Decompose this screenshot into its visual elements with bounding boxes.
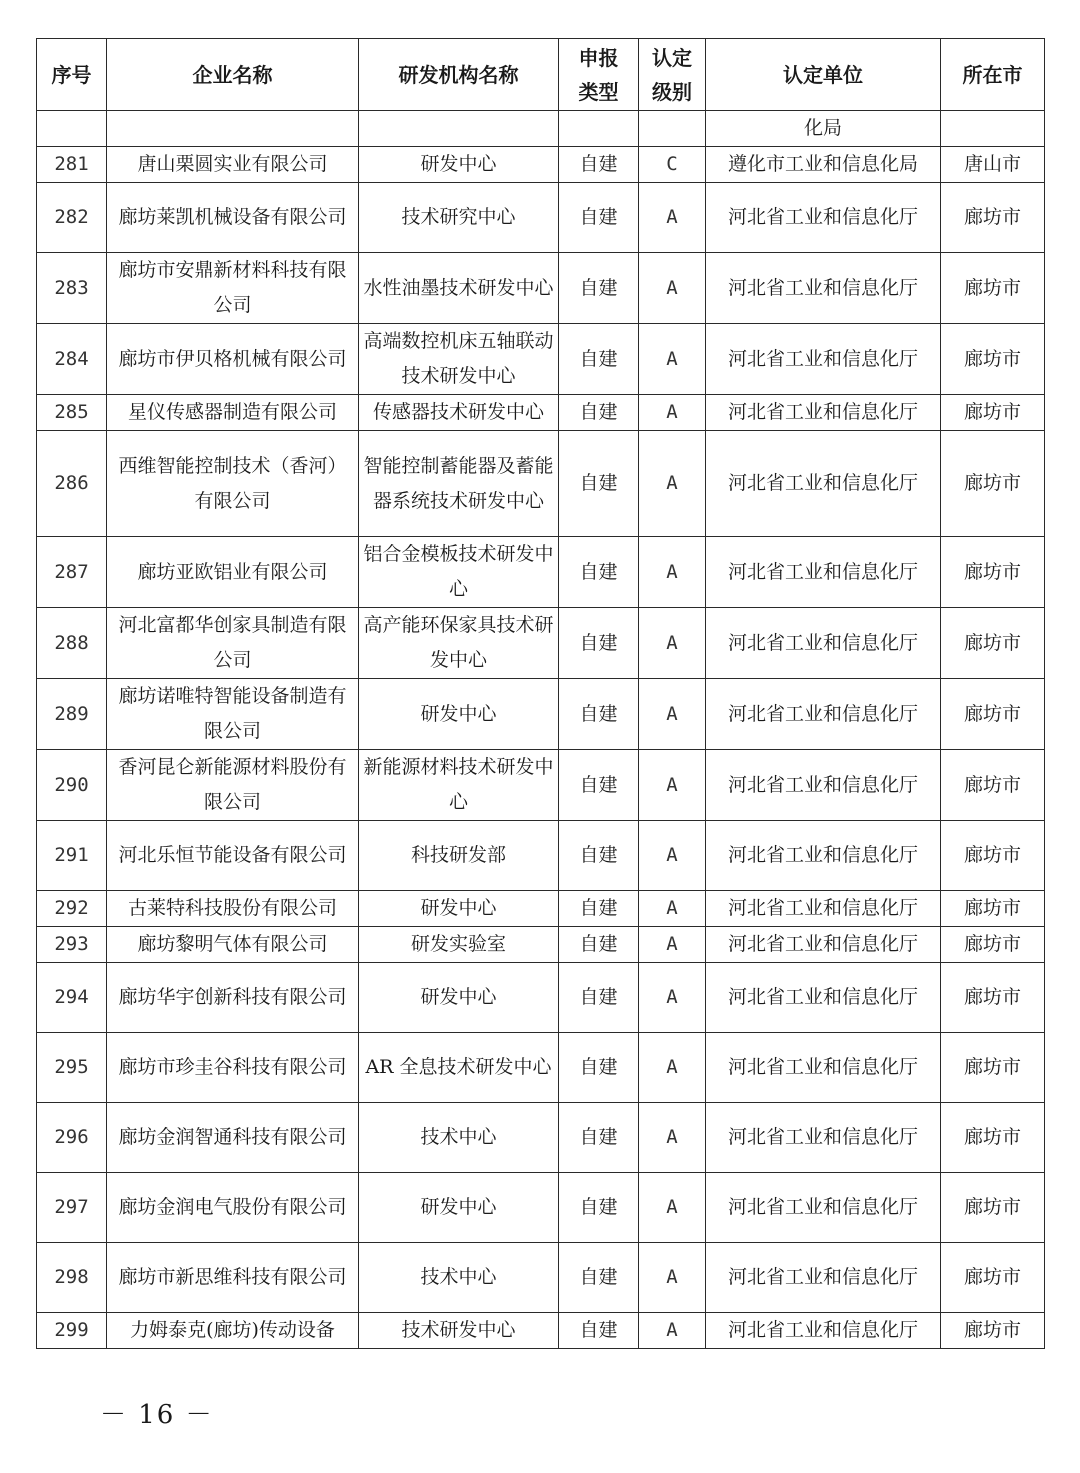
table-row <box>37 1313 1045 1349</box>
cell-authority: 河北省工业和信息化厅 <box>706 1033 941 1103</box>
cell-institution: 科技研发部 <box>359 821 559 891</box>
cell-authority: 河北省工业和信息化厅 <box>706 1243 941 1313</box>
cell-institution <box>359 111 559 147</box>
cell-authority: 河北省工业和信息化厅 <box>706 395 941 431</box>
cell-institution: AR 全息技术研发中心 <box>359 1033 559 1103</box>
cell-level: A <box>639 1173 706 1243</box>
cell-institution: 智能控制蓄能器及蓄能器系统技术研发中心 <box>359 431 559 537</box>
cell-company: 西维智能控制技术（香河）有限公司 <box>107 431 359 537</box>
cell-level: A <box>639 1313 706 1349</box>
cell-city: 廊坊市 <box>941 750 1045 821</box>
cell-no: 288 <box>37 608 107 679</box>
table-row <box>37 821 1045 891</box>
cell-type: 自建 <box>559 679 639 750</box>
cell-institution: 高产能环保家具技术研发中心 <box>359 608 559 679</box>
table-row <box>37 1173 1045 1243</box>
cell-type: 自建 <box>559 324 639 395</box>
cell-type: 自建 <box>559 963 639 1033</box>
table-row <box>37 395 1045 431</box>
cell-institution: 研发中心 <box>359 963 559 1033</box>
cell-company: 廊坊诺唯特智能设备制造有限公司 <box>107 679 359 750</box>
cell-company: 香河昆仑新能源材料股份有限公司 <box>107 750 359 821</box>
cell-city: 廊坊市 <box>941 1103 1045 1173</box>
cell-authority: 河北省工业和信息化厅 <box>706 679 941 750</box>
cell-level: A <box>639 608 706 679</box>
cell-authority: 河北省工业和信息化厅 <box>706 1313 941 1349</box>
table-row <box>37 963 1045 1033</box>
cell-institution: 技术中心 <box>359 1103 559 1173</box>
cell-no: 297 <box>37 1173 107 1243</box>
table-row <box>37 891 1045 927</box>
header-authority: 认定单位 <box>706 39 941 111</box>
table-row <box>37 1033 1045 1103</box>
cell-company: 星仪传感器制造有限公司 <box>107 395 359 431</box>
cell-authority: 河北省工业和信息化厅 <box>706 324 941 395</box>
cell-type: 自建 <box>559 395 639 431</box>
cell-company: 廊坊市珍圭谷科技有限公司 <box>107 1033 359 1103</box>
cell-level: A <box>639 1033 706 1103</box>
cell-type: 自建 <box>559 891 639 927</box>
cell-no <box>37 111 107 147</box>
cell-type: 自建 <box>559 927 639 963</box>
cell-city: 廊坊市 <box>941 1243 1045 1313</box>
cell-no: 286 <box>37 431 107 537</box>
header-level: 认定级别 <box>639 39 706 111</box>
institution-table <box>36 38 1045 1349</box>
cell-level: A <box>639 1243 706 1313</box>
cell-authority: 河北省工业和信息化厅 <box>706 431 941 537</box>
cell-city: 廊坊市 <box>941 608 1045 679</box>
cell-level: A <box>639 324 706 395</box>
cell-city: 廊坊市 <box>941 891 1045 927</box>
cell-company: 廊坊金润电气股份有限公司 <box>107 1173 359 1243</box>
cell-city: 廊坊市 <box>941 537 1045 608</box>
cell-company: 古莱特科技股份有限公司 <box>107 891 359 927</box>
cell-authority: 河北省工业和信息化厅 <box>706 183 941 253</box>
table-row <box>37 183 1045 253</box>
cell-city: 廊坊市 <box>941 324 1045 395</box>
cell-level: A <box>639 679 706 750</box>
cell-authority: 河北省工业和信息化厅 <box>706 927 941 963</box>
cell-company: 廊坊华宇创新科技有限公司 <box>107 963 359 1033</box>
header-row <box>37 39 1045 111</box>
cell-company: 力姆泰克(廊坊)传动设备 <box>107 1313 359 1349</box>
cell-level <box>639 111 706 147</box>
header-no: 序号 <box>37 39 107 111</box>
cell-no: 295 <box>37 1033 107 1103</box>
cell-city: 廊坊市 <box>941 431 1045 537</box>
cell-type: 自建 <box>559 183 639 253</box>
cell-authority: 遵化市工业和信息化局 <box>706 147 941 183</box>
cell-authority: 河北省工业和信息化厅 <box>706 821 941 891</box>
table-row <box>37 608 1045 679</box>
cell-company: 唐山栗圆实业有限公司 <box>107 147 359 183</box>
cell-no: 292 <box>37 891 107 927</box>
header-city: 所在市 <box>941 39 1045 111</box>
cell-city: 廊坊市 <box>941 963 1045 1033</box>
cell-type: 自建 <box>559 147 639 183</box>
cell-no: 296 <box>37 1103 107 1173</box>
header-company: 企业名称 <box>107 39 359 111</box>
cell-company: 廊坊市新思维科技有限公司 <box>107 1243 359 1313</box>
cell-city <box>941 111 1045 147</box>
cell-no: 291 <box>37 821 107 891</box>
cell-city: 唐山市 <box>941 147 1045 183</box>
cell-type: 自建 <box>559 750 639 821</box>
cell-level: A <box>639 1103 706 1173</box>
cell-type: 自建 <box>559 608 639 679</box>
cell-no: 293 <box>37 927 107 963</box>
table-row <box>37 927 1045 963</box>
cell-no: 282 <box>37 183 107 253</box>
cell-institution: 铝合金模板技术研发中心 <box>359 537 559 608</box>
cell-level: A <box>639 891 706 927</box>
cell-city: 廊坊市 <box>941 1173 1045 1243</box>
page-number: － 16 － <box>100 1400 214 1430</box>
cell-company: 廊坊金润智通科技有限公司 <box>107 1103 359 1173</box>
cell-type: 自建 <box>559 1173 639 1243</box>
cell-authority: 河北省工业和信息化厅 <box>706 891 941 927</box>
cell-type: 自建 <box>559 821 639 891</box>
cell-type: 自建 <box>559 253 639 324</box>
cell-company: 廊坊市伊贝格机械有限公司 <box>107 324 359 395</box>
cell-authority: 化局 <box>706 111 941 147</box>
cell-authority: 河北省工业和信息化厅 <box>706 537 941 608</box>
cell-no: 289 <box>37 679 107 750</box>
cell-city: 廊坊市 <box>941 395 1045 431</box>
cell-institution: 高端数控机床五轴联动技术研发中心 <box>359 324 559 395</box>
cell-no: 284 <box>37 324 107 395</box>
cell-level: A <box>639 537 706 608</box>
cell-city: 廊坊市 <box>941 927 1045 963</box>
cell-company <box>107 111 359 147</box>
cell-type: 自建 <box>559 1033 639 1103</box>
cell-no: 287 <box>37 537 107 608</box>
cell-level: A <box>639 821 706 891</box>
table-row <box>37 253 1045 324</box>
cell-no: 299 <box>37 1313 107 1349</box>
cell-no: 298 <box>37 1243 107 1313</box>
cell-city: 廊坊市 <box>941 253 1045 324</box>
cell-city: 廊坊市 <box>941 1313 1045 1349</box>
cell-level: A <box>639 395 706 431</box>
cell-institution: 研发中心 <box>359 1173 559 1243</box>
cell-type: 自建 <box>559 1103 639 1173</box>
table-body <box>37 111 1045 1349</box>
table-row <box>37 1103 1045 1173</box>
header-institution: 研发机构名称 <box>359 39 559 111</box>
table-row <box>37 537 1045 608</box>
table-row <box>37 147 1045 183</box>
cell-institution: 研发实验室 <box>359 927 559 963</box>
cell-company: 廊坊莱凯机械设备有限公司 <box>107 183 359 253</box>
cell-no: 283 <box>37 253 107 324</box>
header-type: 申报类型 <box>559 39 639 111</box>
cell-type: 自建 <box>559 537 639 608</box>
cell-company: 河北乐恒节能设备有限公司 <box>107 821 359 891</box>
continuation-row <box>37 111 1045 147</box>
cell-authority: 河北省工业和信息化厅 <box>706 963 941 1033</box>
cell-company: 河北富都华创家具制造有限公司 <box>107 608 359 679</box>
cell-authority: 河北省工业和信息化厅 <box>706 253 941 324</box>
cell-no: 285 <box>37 395 107 431</box>
cell-level: C <box>639 147 706 183</box>
cell-level: A <box>639 183 706 253</box>
cell-institution: 技术研发中心 <box>359 1313 559 1349</box>
table-row <box>37 679 1045 750</box>
cell-type: 自建 <box>559 431 639 537</box>
cell-authority: 河北省工业和信息化厅 <box>706 1173 941 1243</box>
cell-level: A <box>639 431 706 537</box>
cell-city: 廊坊市 <box>941 679 1045 750</box>
cell-city: 廊坊市 <box>941 183 1045 253</box>
cell-company: 廊坊亚欧铝业有限公司 <box>107 537 359 608</box>
cell-no: 290 <box>37 750 107 821</box>
table-row <box>37 1243 1045 1313</box>
cell-city: 廊坊市 <box>941 1033 1045 1103</box>
cell-institution: 新能源材料技术研发中心 <box>359 750 559 821</box>
cell-authority: 河北省工业和信息化厅 <box>706 1103 941 1173</box>
cell-level: A <box>639 253 706 324</box>
cell-institution: 技术研究中心 <box>359 183 559 253</box>
cell-institution: 研发中心 <box>359 679 559 750</box>
cell-type: 自建 <box>559 1243 639 1313</box>
table-row <box>37 324 1045 395</box>
cell-institution: 技术中心 <box>359 1243 559 1313</box>
cell-company: 廊坊市安鼎新材料科技有限公司 <box>107 253 359 324</box>
cell-no: 294 <box>37 963 107 1033</box>
cell-institution: 研发中心 <box>359 891 559 927</box>
cell-authority: 河北省工业和信息化厅 <box>706 750 941 821</box>
table-row <box>37 431 1045 537</box>
cell-level: A <box>639 750 706 821</box>
cell-institution: 水性油墨技术研发中心 <box>359 253 559 324</box>
cell-level: A <box>639 927 706 963</box>
cell-type <box>559 111 639 147</box>
cell-institution: 传感器技术研发中心 <box>359 395 559 431</box>
cell-city: 廊坊市 <box>941 821 1045 891</box>
cell-type: 自建 <box>559 1313 639 1349</box>
cell-authority: 河北省工业和信息化厅 <box>706 608 941 679</box>
cell-no: 281 <box>37 147 107 183</box>
cell-institution: 研发中心 <box>359 147 559 183</box>
table-row <box>37 750 1045 821</box>
cell-company: 廊坊黎明气体有限公司 <box>107 927 359 963</box>
cell-level: A <box>639 963 706 1033</box>
